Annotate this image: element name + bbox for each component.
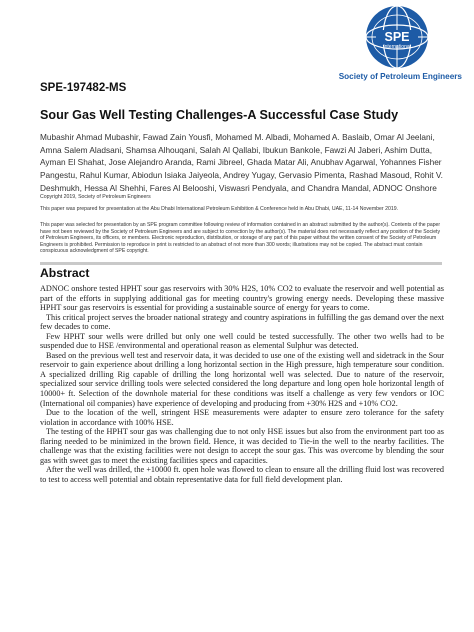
- abstract-paragraph: The testing of the HPHT sour gas was challenging due to not only HSE issues but also from the environment part too as flaring needed to be minimized in the brown field. Hence, it was decided to Tie-in the well to the nearby facilities. The challenge was that the existing facilities were not design to accept the sour gas. This was overcome by blending the sour gas with sweet gas to meet the existing facilities specs and capacities.: [40, 427, 444, 465]
- paper-title: Sour Gas Well Testing Challenges-A Successful Case Study: [40, 108, 399, 122]
- paper-id: SPE-197482-MS: [40, 82, 127, 94]
- spe-emblem-subtext: International: [383, 44, 411, 50]
- abstract-paragraph: After the well was drilled, the +10000 ft. open hole was flowed to clean to ensure all the drilling fluid lost was recovered to test to access well potential and obtain representative data for full field development plan.: [40, 465, 444, 484]
- abstract-paragraph: This critical project serves the broader national strategy and country aspirations in fulfilling the gas demand over the next few decades to come.: [40, 312, 444, 332]
- abstract-paragraph: Based on the previous well test and reservoir data, it was decided to use one of the existing well and sidetrack in the Sour reservoir to gain experience about drilling a long horizontal section in the High pressure, high temperature sour condition. A specialized drilling Rig capable of drilling the long horizontal well was selected. Due to nature of the reservoir, specialized sour service drilling tools were selected considered the long departure and long open hole horizontal length of 10000+ ft. Selection of the downhole material for these conditions was itself a challenge as very few vendors or IOC (International oil companies) have experience of developing and producing from +30% H2S and +10% CO2.: [40, 350, 444, 408]
- abstract-heading: Abstract: [40, 266, 90, 280]
- spe-emblem-text: SPE: [384, 30, 410, 44]
- spe-globe-icon: [362, 4, 432, 70]
- abstract-paragraph: Few HPHT sour wells were drilled but only one well could be tested successfully. The other two wells had to be suspended due to HSE /environmental and operational reason as elemental Sulphur was detected.: [40, 331, 444, 351]
- copyright-notice: Copyright 2019, Society of Petroleum Engineers: [40, 194, 151, 200]
- organization-name: Society of Petroleum Engineers: [338, 72, 462, 81]
- spe-logo: [332, 4, 462, 90]
- presentation-notice: This paper was prepared for presentation at the Abu Dhabi International Petroleum Exhibition & Conference held in Abu Dhabi, UAE, 11-14 November 2019.: [40, 206, 399, 212]
- section-divider: [40, 262, 442, 265]
- disclaimer-text: This paper was selected for presentation by an SPE program committee following review of information contained in an abstract submitted by the author(s). Contents of the paper have not been reviewed by the Society of Petroleum Engineers and are subject to correction by the author(s). The material does not necessarily reflect any position of the Society of Petroleum Engineers, its officers, or members. Electronic reproduction, distribution, or storage of any part of this paper without the written consent of the Society of Petroleum Engineers is prohibited. Permission to reproduce in print is restricted to an abstract of not more than 300 words; illustrations may not be copied. The abstract must contain conspicuous acknowledgment of SPE copyright.: [40, 222, 441, 255]
- abstract-paragraph: Due to the location of the well, stringent HSE measurements were adapter to ensure zero tolerance for the safety violation in accordance with 100% HSE.: [40, 408, 444, 427]
- author-list: Mubashir Ahmad Mubashir, Fawad Zain Yousfi, Mohamed M. Albadi, Mohamed A. Baslaib, Omar Al Jeelani, Amna Salem Aladsani, Shamsa Alhouqani, Salah Al Qallabi, Ibukun Bankole, Fawzi Al Jaberi, Ashim Dutta, Ayman El Shahat, Jose Alejandro Aranda, Rami Jibreel, Ghada Matar Ali, Anubhav Agarwal, Yohannes Fisher Pangestu, Rahul Kumar, Abiodun Isiaka Jaiyeola, Andrey Yugay, Gervasio Pimenta, Rashad Masoud, Rohit V. Deshmukh, Hessa Al Shehhi, Fares Al Belooshi, Viswasri Pendyala, and Chandra Mandal, ADNOC Onshore: [40, 132, 443, 193]
- abstract-paragraph: ADNOC onshore tested HPHT sour gas reservoirs with 30% H2S, 10% CO2 to evaluate the reservoir and well potential as part of the efforts in supplying additional gas for meeting country's growing energy needs. Developing these massive HPHT sour gas reservoirs is essential for providing a sustainable source of energy for years to come.: [40, 284, 444, 313]
- abstract-body: [40, 284, 444, 484]
